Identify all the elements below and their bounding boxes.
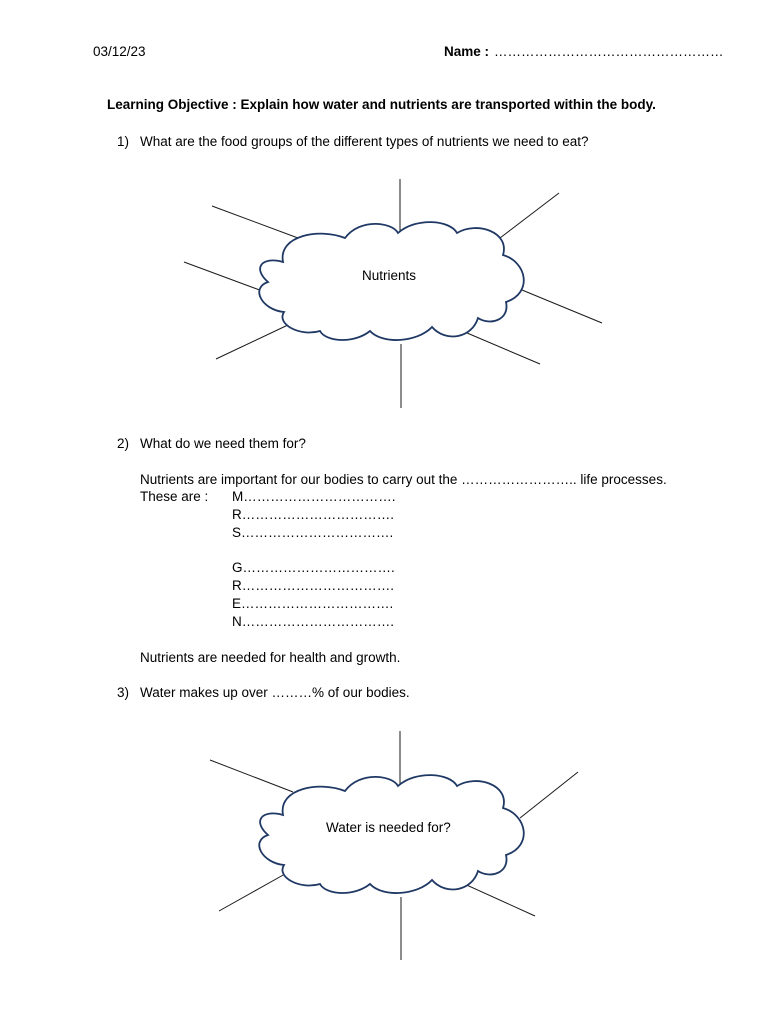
learning-objective: Learning Objective : Explain how water and nutrients are transported within the body. (107, 97, 656, 112)
water-ray (460, 882, 535, 916)
q2-text: What do we need them for? (140, 436, 306, 451)
water-ray (520, 772, 578, 818)
name-label: Name : (444, 44, 490, 59)
water-cloud-label: Water is needed for? (326, 820, 451, 835)
name-blank: …………………………………………… (494, 44, 724, 59)
process-blank: G……………………………. (232, 560, 395, 575)
process-blank: R……………………………. (232, 578, 394, 593)
q1-number: 1) (117, 134, 130, 149)
process-blank: E……………………………. (232, 596, 394, 611)
nutrients-cloud-label: Nutrients (362, 268, 417, 283)
q3-text: Water makes up over ………% of our bodies. (140, 685, 410, 700)
q1-text: What are the food groups of the different types of nutrients we need to eat? (140, 134, 589, 149)
process-blank: R……………………………. (232, 507, 394, 522)
these-are-label: These are : (140, 489, 209, 504)
health-growth-sentence: Nutrients are needed for health and growth. (140, 650, 401, 665)
process-blank: M……………………………. (232, 489, 396, 504)
process-blank: S……………………………. (232, 525, 394, 540)
water-ray (219, 874, 285, 911)
life-processes-sentence: Nutrients are important for our bodies to carry out the …………………….. life processes. (140, 472, 667, 487)
water-ray (210, 760, 293, 792)
q3-number: 3) (117, 685, 130, 700)
date: 03/12/23 (93, 44, 146, 59)
q2-number: 2) (117, 436, 130, 451)
process-blank: N……………………………. (232, 614, 394, 629)
